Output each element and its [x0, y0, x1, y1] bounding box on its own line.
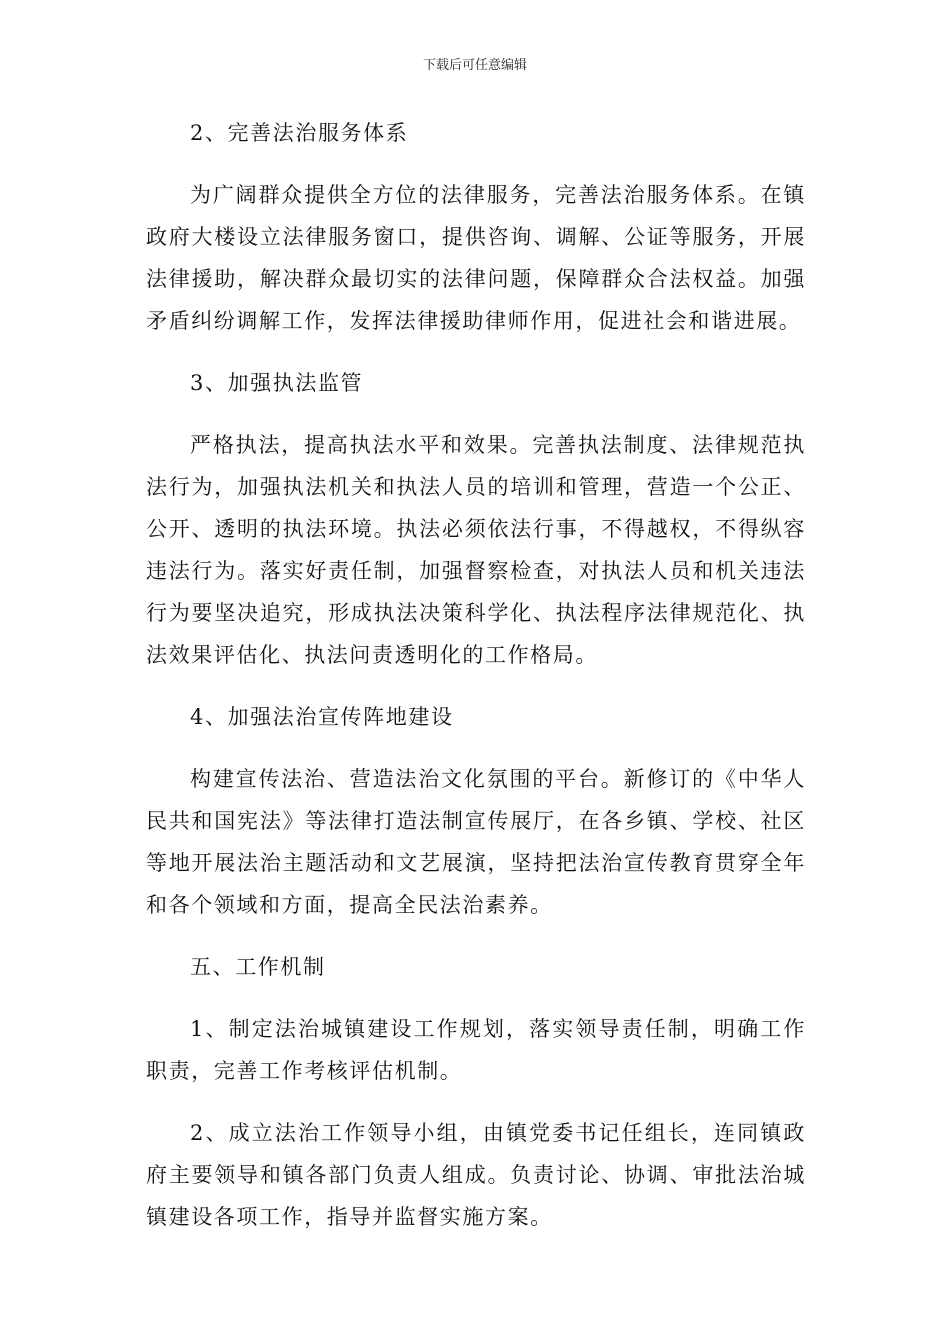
page-header-note: 下载后可任意编辑 [422, 58, 527, 73]
paragraph-work-plan: 1、制定法治城镇建设工作规划，落实领导责任制，明确工作职责，完善工作考核评估机制。 [146, 1017, 806, 1083]
document-body [146, 112, 806, 1258]
section-heading-law-enforcement: 3、加强执法监管 [190, 371, 364, 395]
paragraph-legal-service: 为广阔群众提供全方位的法律服务，完善法治服务体系。在镇政府大楼设立法律服务窗口，提供咨询、调解、公证等服务，开展法律援助，解决群众最切实的法律问题，保障群众合法权益。加强矛盾纠纷调解工作，发挥法律援助律师作用，促进社会和谐进展。 [146, 183, 806, 333]
paragraph-law-enforcement: 严格执法，提高执法水平和效果。完善执法制度、法律规范执法行为，加强执法机关和执法人员的培训和管理，营造一个公正、公开、透明的执法环境。执法必须依法行事，不得越权，不得纵容违法行为。落实好责任制，加强督察检查，对执法人员和机关违法行为要坚决追究，形成执法决策科学化、执法程序法律规范化、执法效果评估化、执法问责透明化的工作格局。 [146, 433, 806, 667]
section-heading-legal-service: 2、完善法治服务体系 [190, 121, 409, 145]
paragraph-publicity: 构建宣传法治、营造法治文化氛围的平台。新修订的《中华人民共和国宪法》等法律打造法制宣传展厅，在各乡镇、学校、社区等地开展法治主题活动和文艺展演，坚持把法治宣传教育贯穿全年和各个领域和方面，提高全民法治素养。 [146, 767, 806, 917]
paragraph-leading-group: 2、成立法治工作领导小组，由镇党委书记任组长，连同镇政府主要领导和镇各部门负责人组成。负责讨论、协调、审批法治城镇建设各项工作，指导并监督实施方案。 [146, 1121, 806, 1229]
section-heading-publicity: 4、加强法治宣传阵地建设 [190, 705, 454, 729]
section-heading-work-mechanism: 五、工作机制 [190, 955, 326, 979]
